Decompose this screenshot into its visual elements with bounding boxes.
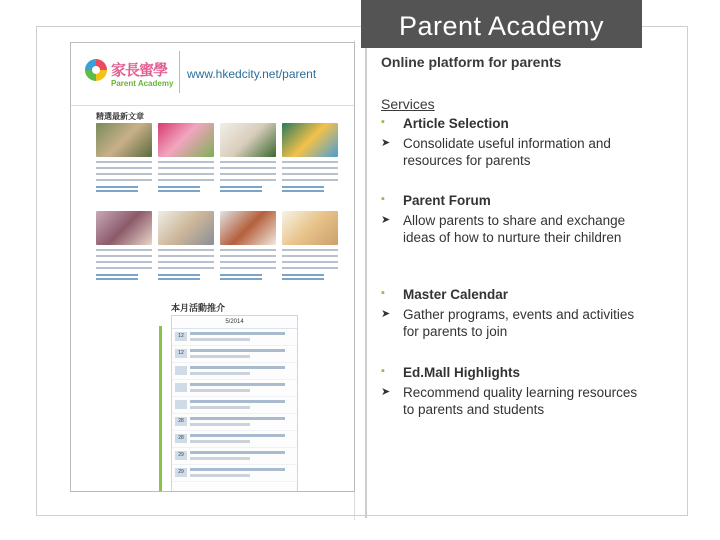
calendar-row — [172, 363, 297, 380]
arrow-bullet-icon: ➤ — [381, 214, 391, 226]
service-name: Parent Forum — [403, 193, 491, 208]
calendar-row: 12 — [172, 346, 297, 363]
service-description: Allow parents to share and exchange ideas of how to nurture their children — [403, 213, 626, 245]
article-tile — [158, 123, 214, 192]
event-calendar — [171, 315, 298, 492]
calendar-accent-bar — [159, 326, 162, 492]
divider — [365, 48, 367, 518]
articles-section-title: 精選最新文章 — [96, 112, 144, 121]
calendar-row: 29 — [172, 448, 297, 465]
site-url: www.hkedcity.net/parent — [187, 67, 317, 81]
article-tile — [220, 123, 276, 192]
calendar-row — [172, 397, 297, 414]
service-description: Gather programs, events and activities for parents to join — [403, 307, 635, 339]
site-header — [71, 43, 354, 106]
flower-logo-icon — [85, 59, 107, 81]
article-tile — [96, 123, 152, 192]
services-heading: Services — [381, 96, 435, 112]
calendar-row: 28 — [172, 414, 297, 431]
logo-separator — [179, 51, 180, 93]
site-logo — [83, 55, 178, 93]
service-name: Master Calendar — [403, 287, 509, 302]
calendar-header: 5/2014 — [172, 316, 297, 329]
article-tile — [158, 211, 214, 280]
arrow-bullet-icon: ➤ — [381, 386, 391, 398]
logo-english-text: Parent Academy — [111, 79, 174, 88]
arrow-bullet-icon: ➤ — [381, 137, 391, 149]
square-bullet-icon: ▪ — [381, 193, 385, 205]
calendar-row: 29 — [172, 465, 297, 482]
service-name: Ed.Mall Highlights — [403, 365, 520, 380]
article-tile — [282, 123, 338, 192]
service-description: Consolidate useful information and resources for parents — [403, 136, 611, 168]
square-bullet-icon: ▪ — [381, 287, 385, 299]
slide-subtitle: Online platform for parents — [381, 54, 562, 70]
calendar-row: 12 — [172, 329, 297, 346]
slide-title: Parent Academy — [361, 0, 642, 48]
service-description: Recommend quality learning resources to parents and students — [403, 385, 638, 417]
website-screenshot — [70, 42, 355, 492]
arrow-bullet-icon: ➤ — [381, 308, 391, 320]
article-grid — [96, 123, 344, 298]
article-tile — [220, 211, 276, 280]
calendar-title: 本月活動推介 — [171, 304, 226, 314]
calendar-row: 28 — [172, 431, 297, 448]
article-tile — [282, 211, 338, 280]
square-bullet-icon: ▪ — [381, 365, 385, 377]
article-tile — [96, 211, 152, 280]
calendar-row — [172, 380, 297, 397]
square-bullet-icon: ▪ — [381, 116, 385, 128]
service-name: Article Selection — [403, 116, 509, 131]
logo-chinese-text: 家長蜜學 — [111, 61, 168, 79]
